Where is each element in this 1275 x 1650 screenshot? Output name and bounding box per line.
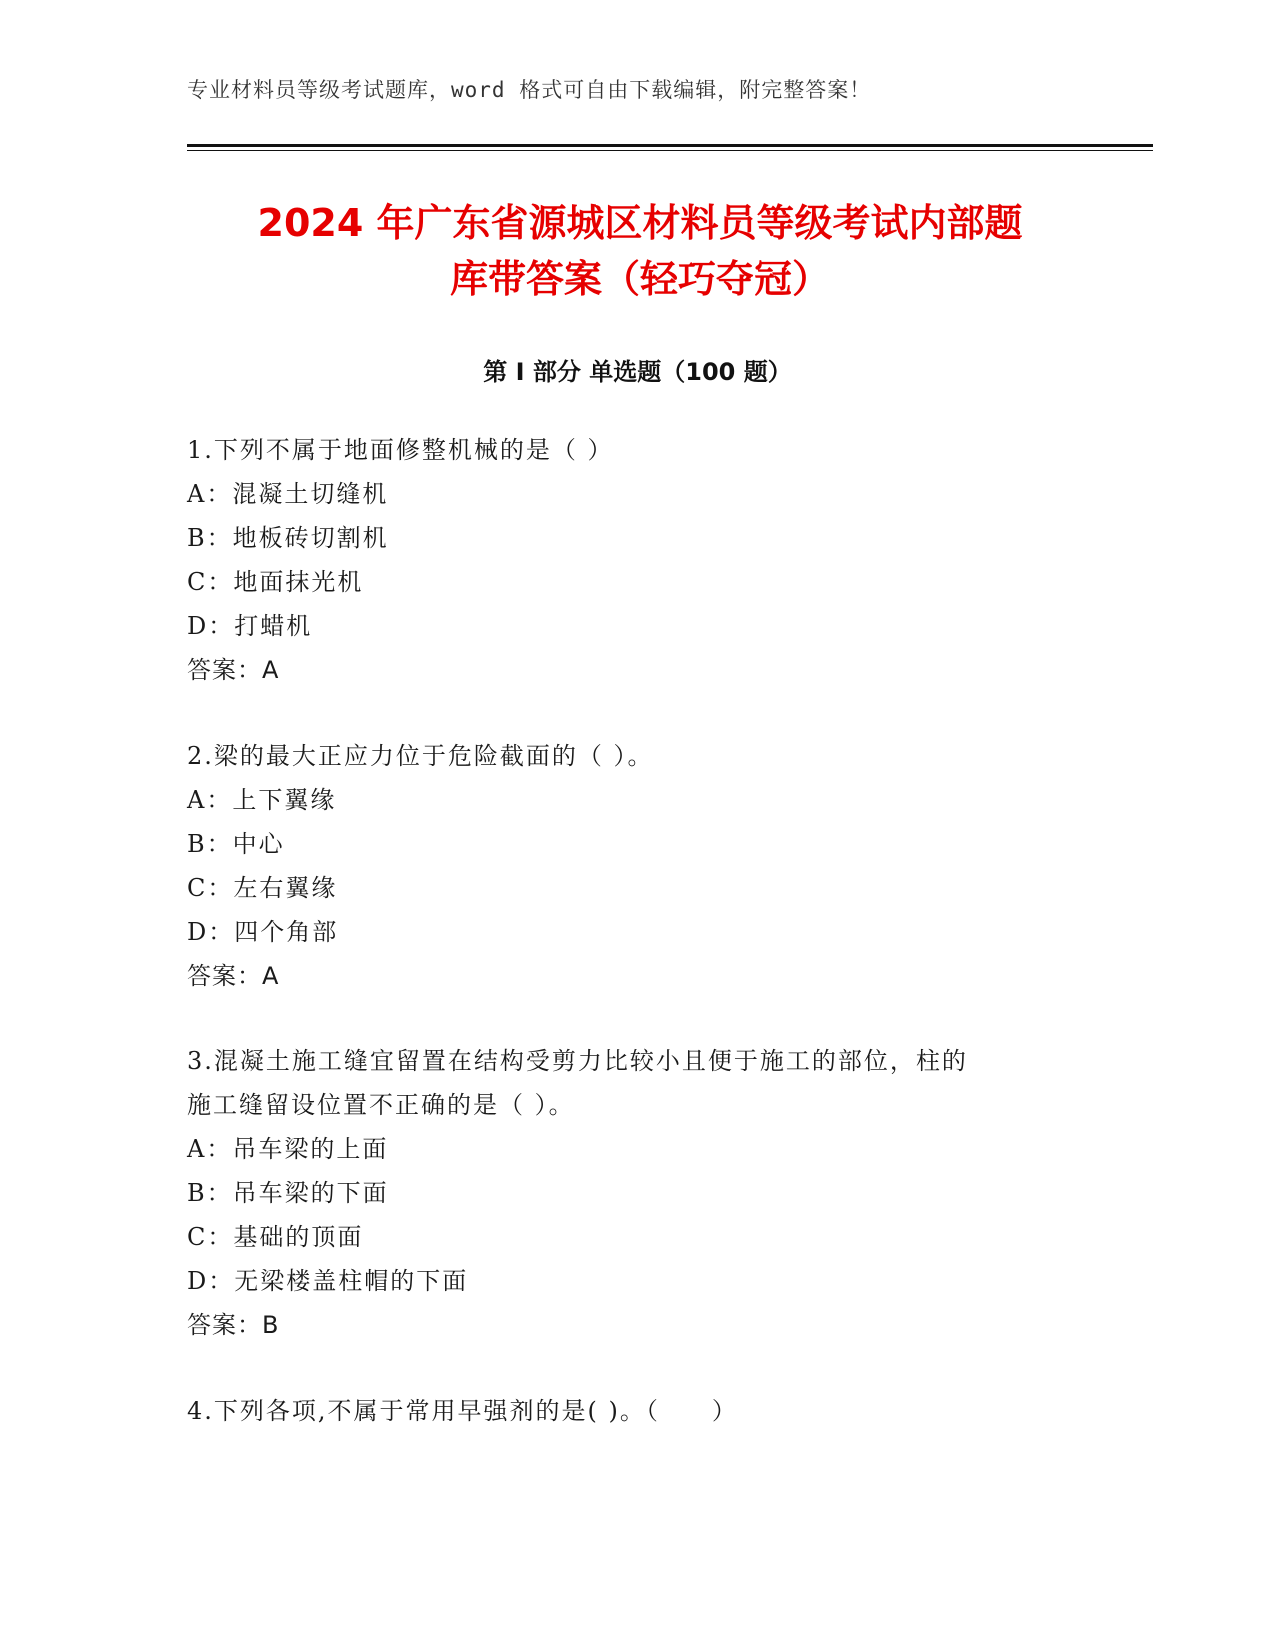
answer-line: 答案：A	[187, 656, 280, 684]
option-a: A：吊车梁的上面	[187, 1135, 389, 1163]
answer-line: 答案：B	[187, 1311, 280, 1339]
question-stem: 2.梁的最大正应力位于危险截面的（ ）。	[187, 742, 654, 770]
option-a: A：混凝土切缝机	[187, 480, 389, 508]
question-stem-continued: 施工缝留设位置不正确的是（ ）。	[187, 1091, 575, 1119]
option-d: D：无梁楼盖柱帽的下面	[187, 1267, 469, 1295]
question-stem: 3.混凝土施工缝宜留置在结构受剪力比较小且便于施工的部位，柱的	[187, 1047, 968, 1075]
option-c: C：基础的顶面	[187, 1223, 364, 1251]
option-b: B：中心	[187, 830, 285, 858]
option-c: C：地面抹光机	[187, 568, 364, 596]
question-stem: 1.下列不属于地面修整机械的是（ ）	[187, 436, 614, 464]
title-line-1: 2024 年广东省源城区材料员等级考试内部题	[257, 201, 1023, 245]
section-title: 第 I 部分 单选题（100 题）	[483, 358, 792, 386]
header-rule-thin	[187, 150, 1153, 151]
option-a: A：上下翼缘	[187, 786, 337, 814]
answer-line: 答案：A	[187, 962, 280, 990]
option-d: D：打蜡机	[187, 612, 313, 640]
option-b: B：吊车梁的下面	[187, 1179, 389, 1207]
option-d: D：四个角部	[187, 918, 339, 946]
option-c: C：左右翼缘	[187, 874, 338, 902]
header-note: 专业材料员等级考试题库，word 格式可自由下载编辑，附完整答案！	[187, 78, 872, 102]
question-stem: 4.下列各项,不属于常用早强剂的是( )。（ ）	[187, 1397, 738, 1425]
title-line-2: 库带答案（轻巧夺冠）	[449, 257, 830, 301]
header-rule-thick	[187, 144, 1153, 147]
option-b: B：地板砖切割机	[187, 524, 389, 552]
document-title	[160, 195, 1120, 307]
